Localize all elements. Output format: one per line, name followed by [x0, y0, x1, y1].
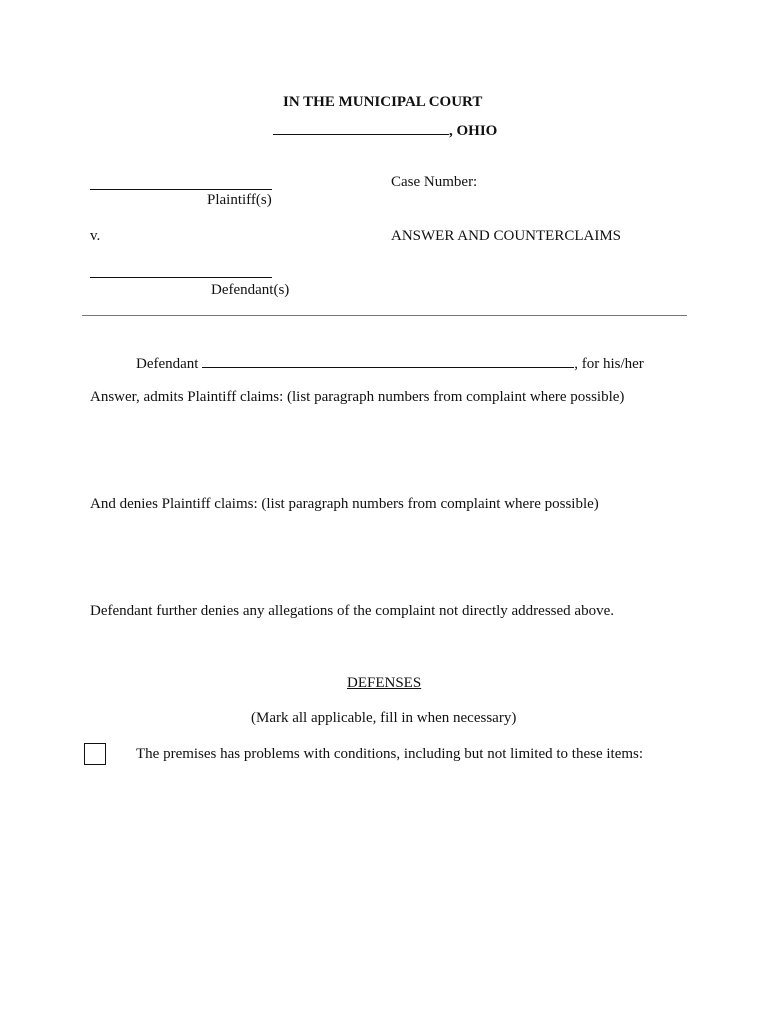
admits-text: Answer, admits Plaintiff claims: (list paragraph numbers from complaint where possible): [90, 389, 625, 405]
plaintiff-label: Plaintiff(s): [207, 192, 272, 208]
defendant-suffix: , for his/her: [574, 356, 644, 372]
defendant-prefix: Defendant: [136, 356, 199, 372]
state-suffix: , OHIO: [449, 123, 498, 139]
defenses-heading: DEFENSES: [347, 675, 422, 691]
premises-conditions-label: The premises has problems with conditions, including but not limited to these items:: [136, 746, 644, 762]
defendant-name-field[interactable]: [202, 353, 574, 368]
court-title: IN THE MUNICIPAL COURT: [283, 94, 483, 110]
versus-label: v.: [90, 228, 101, 244]
premises-conditions-checkbox[interactable]: [84, 743, 106, 765]
caption-divider: [82, 315, 687, 316]
county-field[interactable]: [273, 120, 449, 135]
further-denies-text: Defendant further denies any allegations of the complaint not directly addressed above.: [90, 603, 614, 619]
denies-text: And denies Plaintiff claims: (list paragraph numbers from complaint where possible): [90, 496, 599, 512]
plaintiff-field[interactable]: [90, 189, 272, 190]
defendant-field[interactable]: [90, 277, 272, 278]
defendant-label: Defendant(s): [211, 282, 290, 298]
county-line: [273, 120, 497, 140]
defendant-answer-line: [136, 353, 644, 373]
defenses-instruction: (Mark all applicable, fill in when necessary): [251, 710, 517, 726]
document-title: ANSWER AND COUNTERCLAIMS: [391, 228, 622, 244]
case-number-label: Case Number:: [391, 174, 478, 190]
